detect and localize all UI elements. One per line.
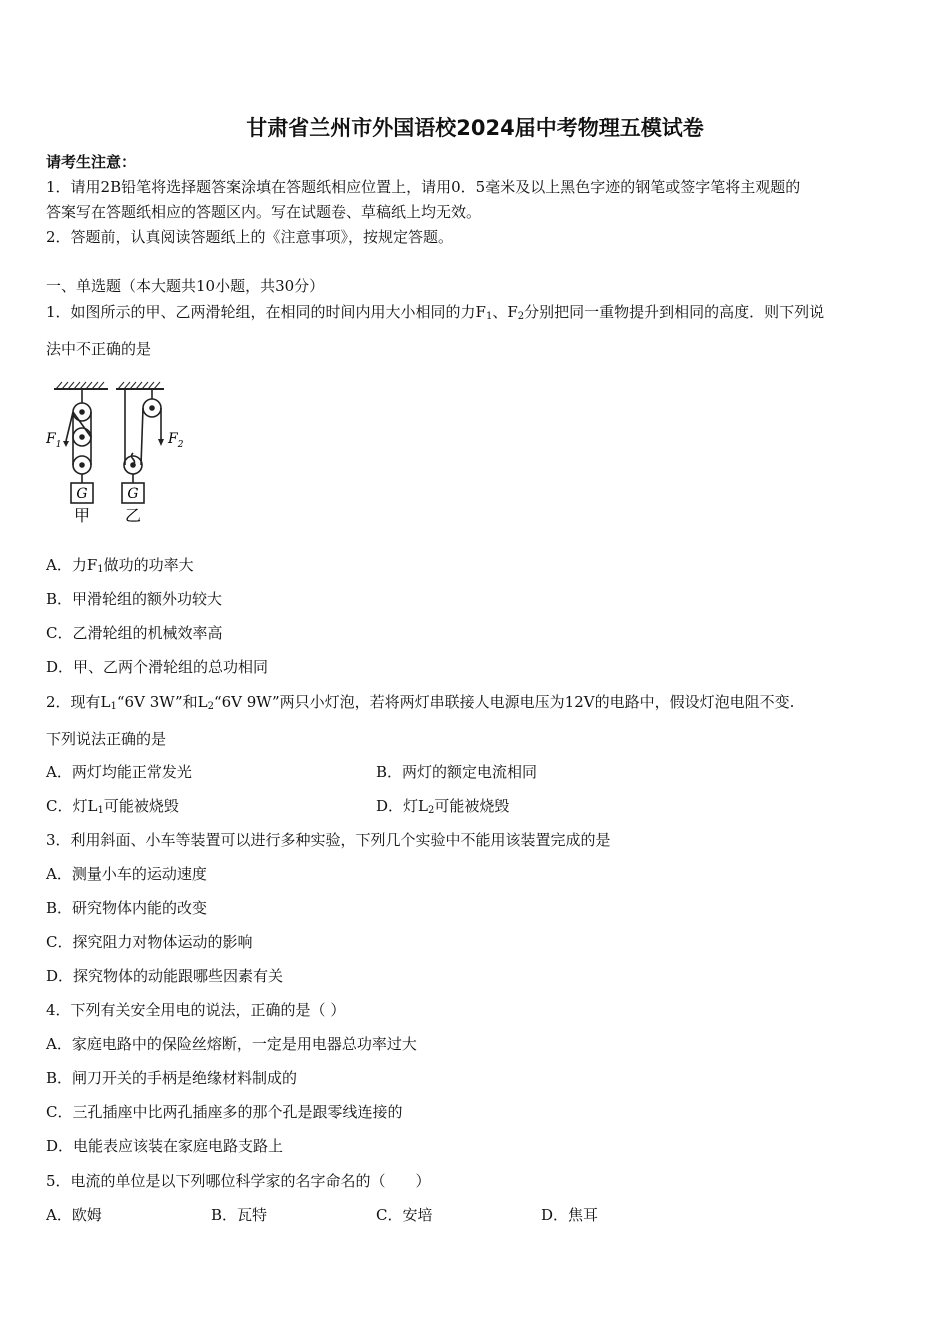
q2-stem-line2: 下列说法正确的是 [46,730,167,748]
q5-option-d: D．焦耳 [541,1206,599,1224]
q1-stem-line2: 法中不正确的是 [46,340,152,358]
section-heading: 一、单选题（本大题共10小题，共30分） [46,277,325,295]
page-title: 甘肃省兰州市外国语校2024届中考物理五模试卷 [246,116,704,140]
q4-stem: 4．下列有关安全用电的说法，正确的是（ ） [46,1001,346,1019]
q3-option-b: B．研究物体内能的改变 [46,899,208,917]
q5-option-a: A．欧姆 [46,1206,102,1224]
q3-option-d: D．探究物体的动能跟哪些因素有关 [46,967,284,985]
q1-option-b: B．甲滑轮组的额外功较大 [46,590,223,608]
q4-option-c: C．三孔插座中比两孔插座多的那个孔是跟零线连接的 [46,1103,403,1121]
figure-label-left: 甲 [73,506,91,525]
q5-option-c: C．安培 [376,1206,433,1224]
q1-option-d: D．甲、乙两个滑轮组的总功相同 [46,658,269,676]
q4-option-b: B．闸刀开关的手柄是绝缘材料制成的 [46,1069,298,1087]
q1-stem-line1: 1．如图所示的甲、乙两滑轮组，在相同的时间内用大小相同的力$F_1$、$F_2$分别把同一重物提升到相同的高度．则下列说 [46,303,825,322]
force-label-f2: $F_2$ [168,431,184,450]
q3-stem: 3．利用斜面、小车等装置可以进行多种实验，下列几个实验中不能用该装置完成的是 [46,831,611,849]
q4-option-d: D．电能表应该装在家庭电路支路上 [46,1137,284,1155]
q5-stem: 5．电流的单位是以下列哪位科学家的名字命名的（ ） [46,1172,431,1190]
notice-line-2: 2．答题前，认真阅读答题纸上的《注意事项》，按规定答题。 [46,228,454,246]
q3-option-c: C．探究阻力对物体运动的影响 [46,933,253,951]
q3-option-a: A．测量小车的运动速度 [46,865,207,883]
pulley-figure [40,375,200,527]
q2-option-d: D．灯$L_2$可能被烧毁 [376,797,510,816]
weight-label-right: G [127,486,139,502]
notice-heading: 请考生注意： [46,153,137,171]
notice-line-1b: 答案写在答题纸相应的答题区内。写在试题卷、草稿纸上均无效。 [46,203,482,221]
q2-stem-line1: 2．现有$L_1“6V$ 3W”和$L_2“6V$ 9W”两只小灯泡，若将两灯串联接人电源电压为12V的电路中，假设灯泡电阻不变. [46,693,795,712]
q1-option-c: C．乙滑轮组的机械效率高 [46,624,223,642]
q5-option-b: B．瓦特 [211,1206,268,1224]
q2-option-a: A．两灯均能正常发光 [46,763,192,781]
notice-line-1a: 1．请用2B铅笔将选择题答案涂填在答题纸相应位置上，请用0．5毫米及以上黑色字迹的钢笔或签字笔将主观题的 [46,178,801,196]
weight-label-left: G [76,486,88,502]
q2-option-b: B．两灯的额定电流相同 [376,763,538,781]
figure-label-right: 乙 [124,506,142,525]
q4-option-a: A．家庭电路中的保险丝熔断，一定是用电器总功率过大 [46,1035,417,1053]
q1-option-a: A．力$F_1$做功的功率大 [46,556,194,575]
q2-option-c: C．灯$L_1$可能被烧毁 [46,797,179,816]
force-label-f1: $F_1$ [46,431,62,450]
